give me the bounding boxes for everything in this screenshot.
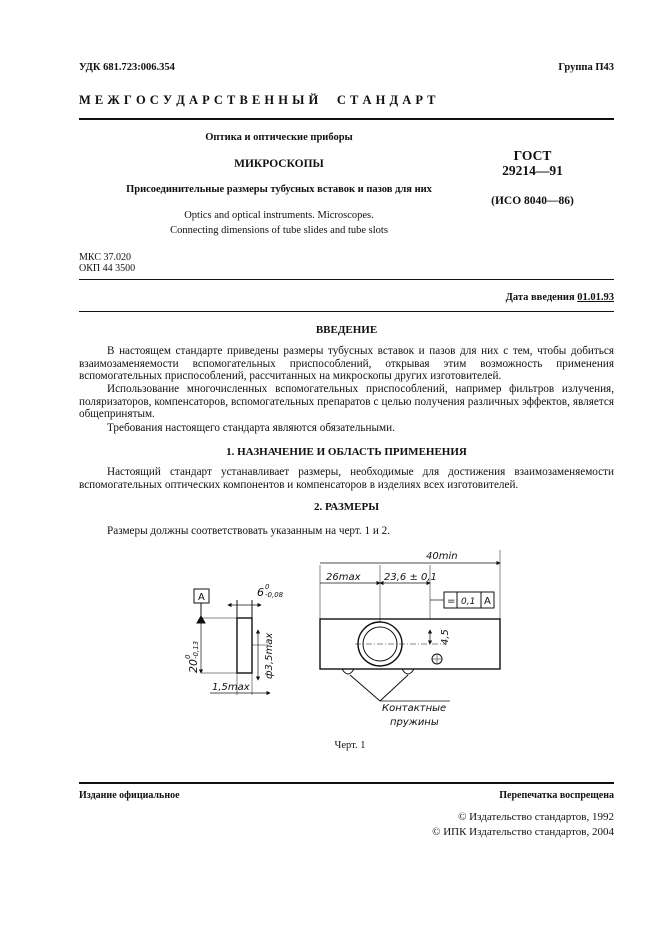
okp-code: ОКП 44 3500: [79, 263, 136, 274]
intro-paragraph-3: Требования настоящего стандарта являются обязательными.: [107, 422, 395, 434]
copyright-1992: © Издательство стандартов, 1992: [458, 811, 614, 823]
spring-left: [342, 669, 354, 674]
introduction-date: [506, 292, 614, 303]
dim-40-label: 40min: [426, 551, 458, 562]
copyright-2004: © ИПК Издательство стандартов, 2004: [432, 826, 614, 838]
section-2-paragraph: Размеры должны соответствовать указанным на черт. 1 и 2.: [107, 525, 391, 537]
header-rule: [79, 118, 614, 120]
standard-type: М Е Ж Г О С У Д А Р С Т В Е Н Н Ы Й С Т А Н Д А Р Т: [79, 93, 436, 107]
intro-paragraph-1: В настоящем стандарте приведены размеры тубусных вставок и пазов для них с тем, чтобы добиться взаимозаменяемости вспомогательных приспособлений, открывая этим возможность применения вспомогательных приспособлений, рассчитанных на микроскопы других изготовителей.: [79, 345, 614, 383]
datum-a-label: A: [198, 592, 205, 603]
intro-heading: ВВЕДЕНИЕ: [315, 324, 378, 336]
tube-slide-side-view: [237, 618, 252, 673]
dim-23-6-label: 23,6 ± 0,1: [384, 572, 437, 583]
dim-20-upper-tol: 0: [184, 654, 192, 659]
reprint-notice: Перепечатка воспрещена: [499, 790, 614, 801]
dim-20-label: 20: [187, 659, 200, 673]
dim-4-5-label: 4,5: [440, 629, 451, 645]
section-1-heading: 1. НАЗНАЧЕНИЕ И ОБЛАСТЬ ПРИМЕНЕНИЯ: [226, 446, 467, 458]
section-1-paragraph: Настоящий стандарт устанавливает размеры, необходимые для достижения взаимозаменяемости вспомогательных оптических компонентов и компенсаторов в изделиях всех изготовителей.: [79, 466, 614, 491]
english-title-line1: Optics and optical instruments. Microscopes.: [184, 210, 374, 221]
tolerance-datum: A: [484, 596, 491, 607]
date-label: Дата введения: [505, 292, 575, 303]
springs-label-line1: Контактные: [382, 703, 447, 714]
intro-paragraph-2: Использование многочисленных вспомогательных приспособлений, например фильтров излучения, поляризаторов, компенсаторов, вспомогательных препаратов с целью получения различных эффектов, является общепринятым.: [79, 383, 614, 421]
section-2-heading: 2. РАЗМЕРЫ: [313, 501, 380, 513]
springs-label-line2: пружины: [390, 717, 439, 728]
english-title-line2: Connecting dimensions of tube slides and tube slots: [170, 225, 388, 236]
iso-reference: (ИСО 8040—86): [491, 195, 574, 207]
gost-label: ГОСТ: [513, 148, 552, 163]
group-code: Группа П43: [558, 62, 614, 73]
dim-6-upper-tol: 0: [265, 583, 270, 591]
dim-20-lower-tol: -0,13: [192, 640, 200, 659]
official-edition: Издание официальное: [79, 790, 180, 801]
field-title: Оптика и оптические приборы: [205, 132, 353, 143]
dim-diameter-label: ф3,5max: [264, 632, 275, 679]
dim-26-label: 26max: [326, 572, 361, 583]
tolerance-value: 0,1: [461, 597, 476, 607]
standard-name: МИКРОСКОПЫ: [234, 158, 324, 170]
dim-6-label: 6: [257, 586, 264, 599]
figure-caption: Черт. 1: [334, 740, 366, 751]
gost-number: 29214—91: [502, 163, 563, 178]
footer-rule: [79, 782, 614, 784]
date-rule: [79, 311, 614, 312]
title-rule: [79, 279, 614, 280]
dim-1-5-label: 1,5max: [212, 682, 250, 693]
tube-slide-drawing: [170, 545, 510, 745]
udk-code: УДК 681.723:006.354: [79, 62, 175, 73]
mks-code: МКС 37.020: [79, 252, 131, 263]
dim-6-lower-tol: -0,08: [265, 591, 284, 599]
tolerance-symbol: =: [447, 596, 456, 607]
spring-right: [402, 669, 414, 674]
standard-subtitle: Присоединительные размеры тубусных вставок и пазов для них: [126, 184, 432, 195]
date-value: 01.01.93: [577, 292, 614, 303]
